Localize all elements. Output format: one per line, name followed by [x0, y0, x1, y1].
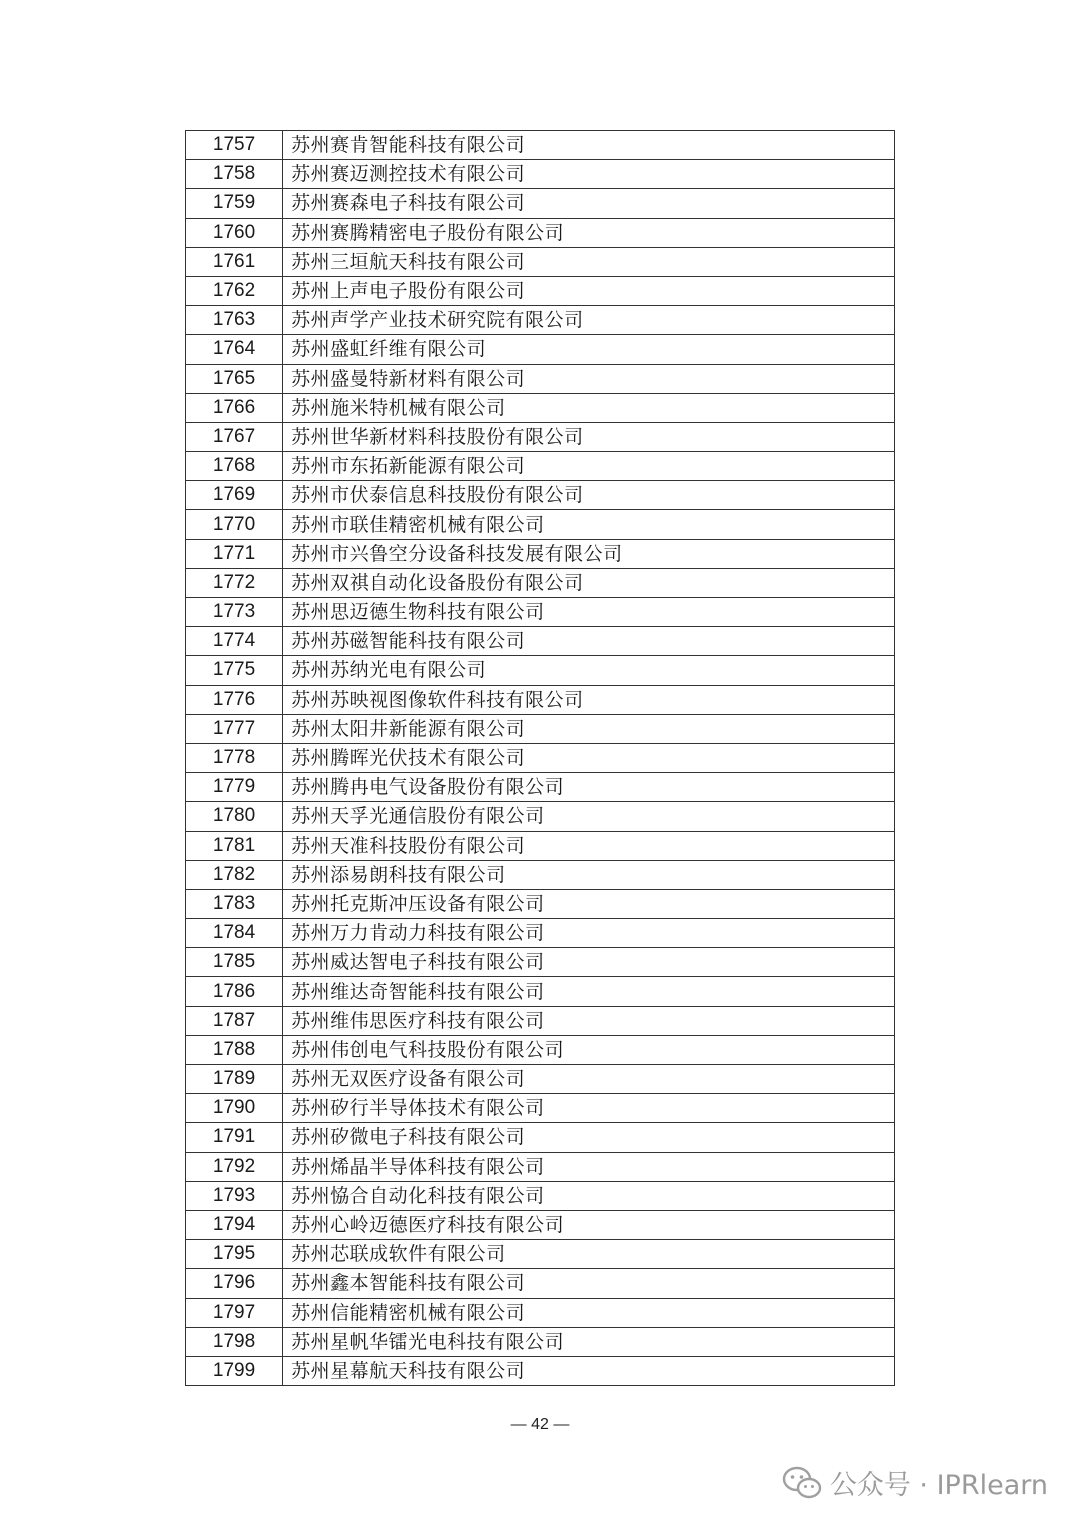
row-number: 1777 — [186, 714, 283, 743]
company-name: 苏州市伏泰信息科技股份有限公司 — [283, 481, 895, 510]
row-number: 1786 — [186, 977, 283, 1006]
row-number: 1767 — [186, 422, 283, 451]
table-row — [186, 1298, 895, 1327]
row-number: 1758 — [186, 160, 283, 189]
company-name: 苏州赛腾精密电子股份有限公司 — [283, 218, 895, 247]
company-name: 苏州矽行半导体技术有限公司 — [283, 1094, 895, 1123]
row-number: 1781 — [186, 831, 283, 860]
company-name: 苏州芯联成软件有限公司 — [283, 1240, 895, 1269]
company-name: 苏州施米特机械有限公司 — [283, 393, 895, 422]
watermark-text: 公众号 · IPRlearn — [829, 1470, 1048, 1501]
company-name: 苏州信能精密机械有限公司 — [283, 1298, 895, 1327]
company-name: 苏州市兴鲁空分设备科技发展有限公司 — [283, 539, 895, 568]
table-row — [186, 889, 895, 918]
row-number: 1792 — [186, 1152, 283, 1181]
row-number: 1764 — [186, 335, 283, 364]
company-name: 苏州星幕航天科技有限公司 — [283, 1356, 895, 1385]
table-row — [186, 1152, 895, 1181]
company-name: 苏州万力肯动力科技有限公司 — [283, 919, 895, 948]
table-row — [186, 247, 895, 276]
row-number: 1783 — [186, 889, 283, 918]
row-number: 1765 — [186, 364, 283, 393]
company-name: 苏州上声电子股份有限公司 — [283, 276, 895, 305]
row-number: 1760 — [186, 218, 283, 247]
table-row — [186, 276, 895, 305]
table-row — [186, 1035, 895, 1064]
table-row — [186, 977, 895, 1006]
table-row — [186, 1356, 895, 1385]
company-name: 苏州威达智电子科技有限公司 — [283, 948, 895, 977]
row-number: 1763 — [186, 306, 283, 335]
row-number: 1768 — [186, 452, 283, 481]
page-number: — 42 — — [510, 1416, 570, 1433]
table-row — [186, 131, 895, 160]
company-name: 苏州恊合自动化科技有限公司 — [283, 1181, 895, 1210]
company-name: 苏州赛肯智能科技有限公司 — [283, 131, 895, 160]
table-row — [186, 919, 895, 948]
company-name: 苏州双祺自动化设备股份有限公司 — [283, 568, 895, 597]
row-number: 1779 — [186, 773, 283, 802]
table-row — [186, 218, 895, 247]
row-number: 1762 — [186, 276, 283, 305]
company-name: 苏州苏纳光电有限公司 — [283, 656, 895, 685]
table-row — [186, 1327, 895, 1356]
company-name: 苏州天孚光通信股份有限公司 — [283, 802, 895, 831]
table-row — [186, 1123, 895, 1152]
company-name: 苏州盛曼特新材料有限公司 — [283, 364, 895, 393]
table-row — [186, 598, 895, 627]
table-row — [186, 1269, 895, 1298]
company-name: 苏州苏磁智能科技有限公司 — [283, 627, 895, 656]
table-row — [186, 1006, 895, 1035]
table-row — [186, 1240, 895, 1269]
company-name: 苏州声学产业技术研究院有限公司 — [283, 306, 895, 335]
row-number: 1766 — [186, 393, 283, 422]
company-name: 苏州市东拓新能源有限公司 — [283, 452, 895, 481]
table-row — [186, 948, 895, 977]
row-number: 1761 — [186, 247, 283, 276]
row-number: 1773 — [186, 598, 283, 627]
table-row — [186, 510, 895, 539]
row-number: 1797 — [186, 1298, 283, 1327]
company-name: 苏州星帆华镭光电科技有限公司 — [283, 1327, 895, 1356]
row-number: 1775 — [186, 656, 283, 685]
company-name: 苏州添易朗科技有限公司 — [283, 860, 895, 889]
row-number: 1793 — [186, 1181, 283, 1210]
row-number: 1780 — [186, 802, 283, 831]
company-name: 苏州腾晖光伏技术有限公司 — [283, 743, 895, 772]
table-body — [186, 131, 895, 1386]
table-row — [186, 1094, 895, 1123]
table-row — [186, 714, 895, 743]
company-name: 苏州思迈德生物科技有限公司 — [283, 598, 895, 627]
table-row — [186, 1210, 895, 1239]
table-row — [186, 481, 895, 510]
company-name: 苏州矽微电子科技有限公司 — [283, 1123, 895, 1152]
table-row — [186, 1065, 895, 1094]
company-name: 苏州鑫本智能科技有限公司 — [283, 1269, 895, 1298]
row-number: 1791 — [186, 1123, 283, 1152]
company-name: 苏州赛迈测控技术有限公司 — [283, 160, 895, 189]
company-name: 苏州天准科技股份有限公司 — [283, 831, 895, 860]
row-number: 1774 — [186, 627, 283, 656]
row-number: 1799 — [186, 1356, 283, 1385]
company-name: 苏州烯晶半导体科技有限公司 — [283, 1152, 895, 1181]
row-number: 1788 — [186, 1035, 283, 1064]
row-number: 1769 — [186, 481, 283, 510]
wechat-icon — [782, 1466, 822, 1500]
row-number: 1784 — [186, 919, 283, 948]
company-name: 苏州腾冉电气设备股份有限公司 — [283, 773, 895, 802]
watermark — [782, 1463, 1048, 1502]
row-number: 1782 — [186, 860, 283, 889]
row-number: 1798 — [186, 1327, 283, 1356]
table-row — [186, 539, 895, 568]
row-number: 1794 — [186, 1210, 283, 1239]
table-row — [186, 773, 895, 802]
company-name: 苏州苏映视图像软件科技有限公司 — [283, 685, 895, 714]
company-name: 苏州赛森电子科技有限公司 — [283, 189, 895, 218]
table-row — [186, 860, 895, 889]
row-number: 1785 — [186, 948, 283, 977]
company-name: 苏州无双医疗设备有限公司 — [283, 1065, 895, 1094]
company-list-table — [185, 130, 895, 1386]
row-number: 1759 — [186, 189, 283, 218]
table-row — [186, 393, 895, 422]
table-row — [186, 1181, 895, 1210]
table-row — [186, 743, 895, 772]
table-row — [186, 364, 895, 393]
company-name: 苏州盛虹纤维有限公司 — [283, 335, 895, 364]
table-row — [186, 452, 895, 481]
table-row — [186, 685, 895, 714]
company-name: 苏州市联佳精密机械有限公司 — [283, 510, 895, 539]
company-name: 苏州心岭迈德医疗科技有限公司 — [283, 1210, 895, 1239]
row-number: 1771 — [186, 539, 283, 568]
row-number: 1757 — [186, 131, 283, 160]
table-row — [186, 189, 895, 218]
row-number: 1787 — [186, 1006, 283, 1035]
table-row — [186, 656, 895, 685]
company-name: 苏州伟创电气科技股份有限公司 — [283, 1035, 895, 1064]
company-name: 苏州维伟思医疗科技有限公司 — [283, 1006, 895, 1035]
table-row — [186, 422, 895, 451]
company-name: 苏州托克斯冲压设备有限公司 — [283, 889, 895, 918]
row-number: 1795 — [186, 1240, 283, 1269]
table-row — [186, 627, 895, 656]
company-name: 苏州维达奇智能科技有限公司 — [283, 977, 895, 1006]
company-name: 苏州太阳井新能源有限公司 — [283, 714, 895, 743]
table-row — [186, 335, 895, 364]
table-row — [186, 802, 895, 831]
row-number: 1790 — [186, 1094, 283, 1123]
row-number: 1796 — [186, 1269, 283, 1298]
company-name: 苏州三垣航天科技有限公司 — [283, 247, 895, 276]
table-row — [186, 568, 895, 597]
row-number: 1776 — [186, 685, 283, 714]
company-name: 苏州世华新材料科技股份有限公司 — [283, 422, 895, 451]
table-row — [186, 160, 895, 189]
table-row — [186, 306, 895, 335]
row-number: 1789 — [186, 1065, 283, 1094]
row-number: 1770 — [186, 510, 283, 539]
row-number: 1772 — [186, 568, 283, 597]
row-number: 1778 — [186, 743, 283, 772]
table-row — [186, 831, 895, 860]
